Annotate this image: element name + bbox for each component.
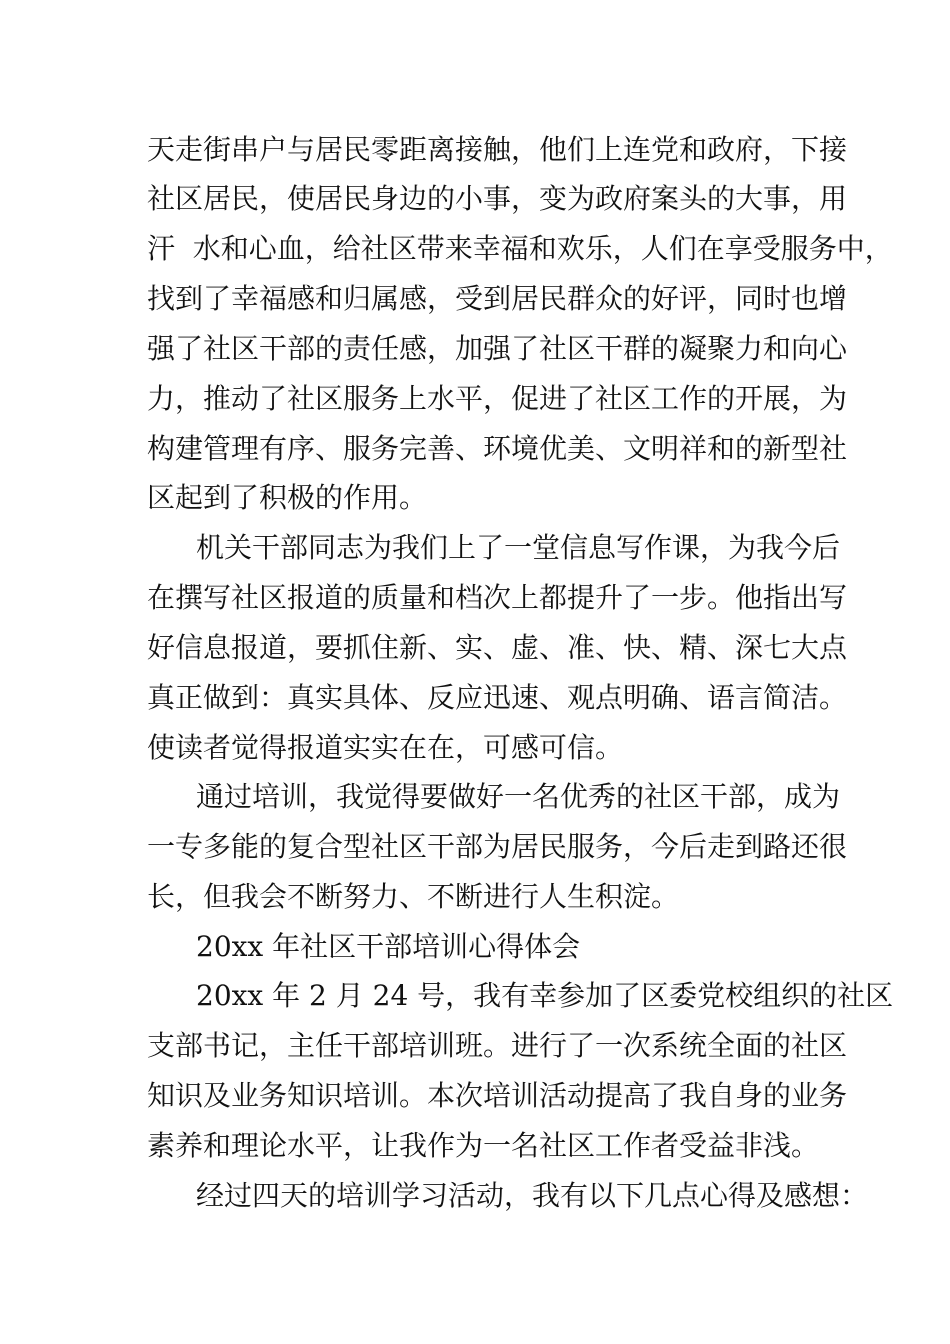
paragraph-start-line: 机关干部同志为我们上了一堂信息写作课，为我今后	[196, 531, 841, 564]
paragraph-start-line: 20xx 年 2 月 24 号，我有幸参加了区委党校组织的社区	[196, 979, 894, 1012]
text-line: 好信息报道，要抓住新、实、虚、准、快、精、深七大点	[147, 631, 848, 664]
text-line: 知识及业务知识培训。本次培训活动提高了我自身的业务	[147, 1079, 848, 1112]
text-line: 素养和理论水平，让我作为一名社区工作者受益非浅。	[147, 1129, 820, 1162]
section-heading: 20xx 年社区干部培训心得体会	[196, 930, 581, 963]
text-line: 真正做到：真实具体、反应迅速、观点明确、语言简洁。	[147, 681, 848, 714]
text-line: 支部书记，主任干部培训班。进行了一次系统全面的社区	[147, 1029, 848, 1062]
paragraph-start-line: 经过四天的培训学习活动，我有以下几点心得及感想：	[196, 1179, 869, 1212]
text-line: 汗 水和心血，给社区带来幸福和欢乐，人们在享受服务中，	[147, 232, 893, 265]
text-line: 一专多能的复合型社区干部为居民服务，今后走到路还很	[147, 830, 848, 863]
paragraph-start-line: 通过培训，我觉得要做好一名优秀的社区干部，成为	[196, 780, 841, 813]
text-line: 力，推动了社区服务上水平，促进了社区工作的开展，为	[147, 382, 848, 415]
text-line: 长，但我会不断努力、不断进行人生积淀。	[147, 880, 680, 913]
text-line: 在撰写社区报道的质量和档次上都提升了一步。他指出写	[147, 581, 848, 614]
text-line: 强了社区干部的责任感，加强了社区干群的凝聚力和向心	[147, 332, 848, 365]
text-line: 使读者觉得报道实实在在，可感可信。	[147, 731, 624, 764]
text-line: 构建管理有序、服务完善、环境优美、文明祥和的新型社	[147, 432, 848, 465]
text-line: 区起到了积极的作用。	[147, 481, 428, 514]
text-line: 天走街串户与居民零距离接触，他们上连党和政府，下接	[147, 133, 848, 166]
text-line: 找到了幸福感和归属感，受到居民群众的好评，同时也增	[147, 282, 848, 315]
text-line: 社区居民，使居民身边的小事，变为政府案头的大事，用	[147, 182, 848, 215]
